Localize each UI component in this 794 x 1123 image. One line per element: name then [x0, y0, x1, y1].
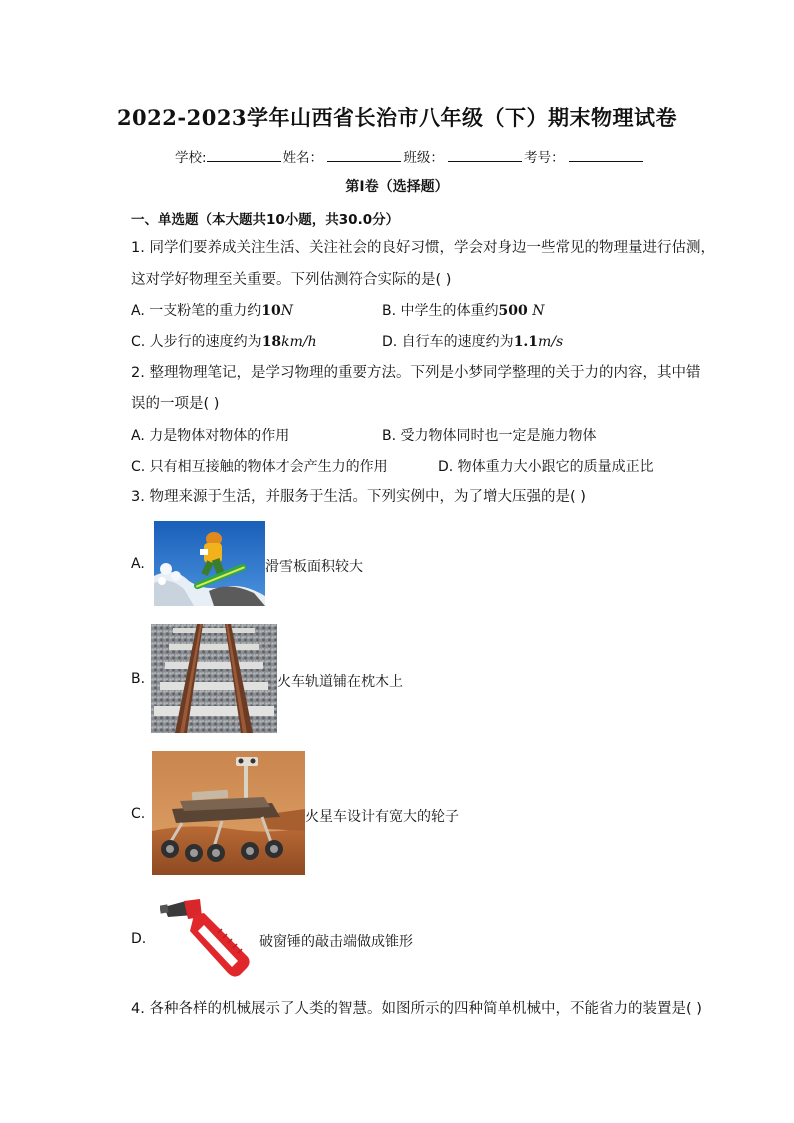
q1-option-b-unit: N — [532, 303, 545, 319]
q1-option-c-text: C. 人步行的速度约为 — [131, 334, 262, 350]
q2-stem-line2: 误的一项是( ) — [131, 396, 220, 412]
q1-stem-line1: 1. 同学们要养成关注生活、关注社会的良好习惯，学会对身边一些常见的物理量进行估测， — [131, 240, 715, 256]
q1-option-d-value: 1.1 — [513, 334, 539, 350]
q3-option-a-text: 滑雪板面积较大 — [265, 559, 363, 575]
q1-option-b-value: 500 — [498, 303, 528, 319]
q2-option-b: B. 受力物体同时也一定是施力物体 — [382, 428, 597, 444]
name-label: 姓名： — [282, 150, 324, 166]
q1-option-d-text: D. 自行车的速度约为 — [382, 334, 514, 350]
railway-track-image — [151, 624, 277, 733]
q1-option-b-text: B. 中学生的体重约 — [382, 303, 499, 319]
q2-option-c: C. 只有相互接触的物体才会产生力的作用 — [131, 459, 388, 475]
q3-option-d-text: 破窗锤的敲击端做成锥形 — [259, 934, 413, 950]
mars-rover-image — [152, 751, 305, 875]
q3-option-d-label: D. — [131, 931, 147, 947]
q1-option-b — [382, 300, 544, 320]
q3-option-c-text: 火星车设计有宽大的轮子 — [305, 809, 459, 825]
name-blank — [327, 147, 401, 162]
exam-no-blank — [569, 147, 643, 162]
section-title: 一、单选题（本大题共10小题，共30.0分） — [131, 212, 400, 228]
school-blank — [207, 147, 281, 162]
school-label: 学校: — [175, 150, 207, 166]
q1-option-c-unit: km/h — [281, 334, 317, 350]
q1-option-a — [131, 300, 293, 320]
q1-option-c — [131, 331, 317, 351]
page-title: 2022-2023学年山西省长治市八年级（下）期末物理试卷 — [116, 105, 678, 130]
q3-stem-line1: 3. 物理来源于生活，并服务于生活。下列实例中，为了增大压强的是( ) — [131, 489, 586, 505]
snowboarder-image — [154, 521, 265, 606]
q2-option-a: A. 力是物体对物体的作用 — [131, 428, 290, 444]
q2-option-d: D. 物体重力大小跟它的质量成正比 — [438, 459, 654, 475]
q4-stem-line1: 4. 各种各样的机械展示了人类的智慧。如图所示的四种简单机械中，不能省力的装置是( ) — [131, 1001, 702, 1017]
q1-option-a-value: 10 — [261, 303, 281, 319]
q1-option-d — [382, 331, 563, 351]
q1-option-a-text: A. 一支粉笔的重力约 — [131, 303, 262, 319]
student-info-line — [175, 146, 645, 166]
q3-option-c-label: C. — [131, 806, 146, 822]
q2-stem-line1: 2. 整理物理笔记，是学习物理的重要方法。下列是小梦同学整理的关于力的内容，其中错 — [131, 365, 701, 381]
q1-option-a-unit: N — [280, 303, 293, 319]
q1-option-c-value: 18 — [261, 334, 282, 350]
q1-stem-line2: 这对学好物理至关重要。下列估测符合实际的是( ) — [131, 272, 452, 288]
q3-option-a-label: A. — [131, 556, 145, 572]
safety-hammer-image — [160, 893, 256, 983]
exam-no-label: 考号： — [524, 150, 565, 166]
class-label: 班级： — [403, 150, 444, 166]
q3-option-b-text: 火车轨道铺在枕木上 — [277, 674, 403, 690]
q3-option-b-label: B. — [131, 671, 146, 687]
part-title: 第Ⅰ卷（选择题） — [345, 179, 449, 195]
q1-option-d-unit: m/s — [538, 334, 564, 350]
class-blank — [448, 147, 522, 162]
